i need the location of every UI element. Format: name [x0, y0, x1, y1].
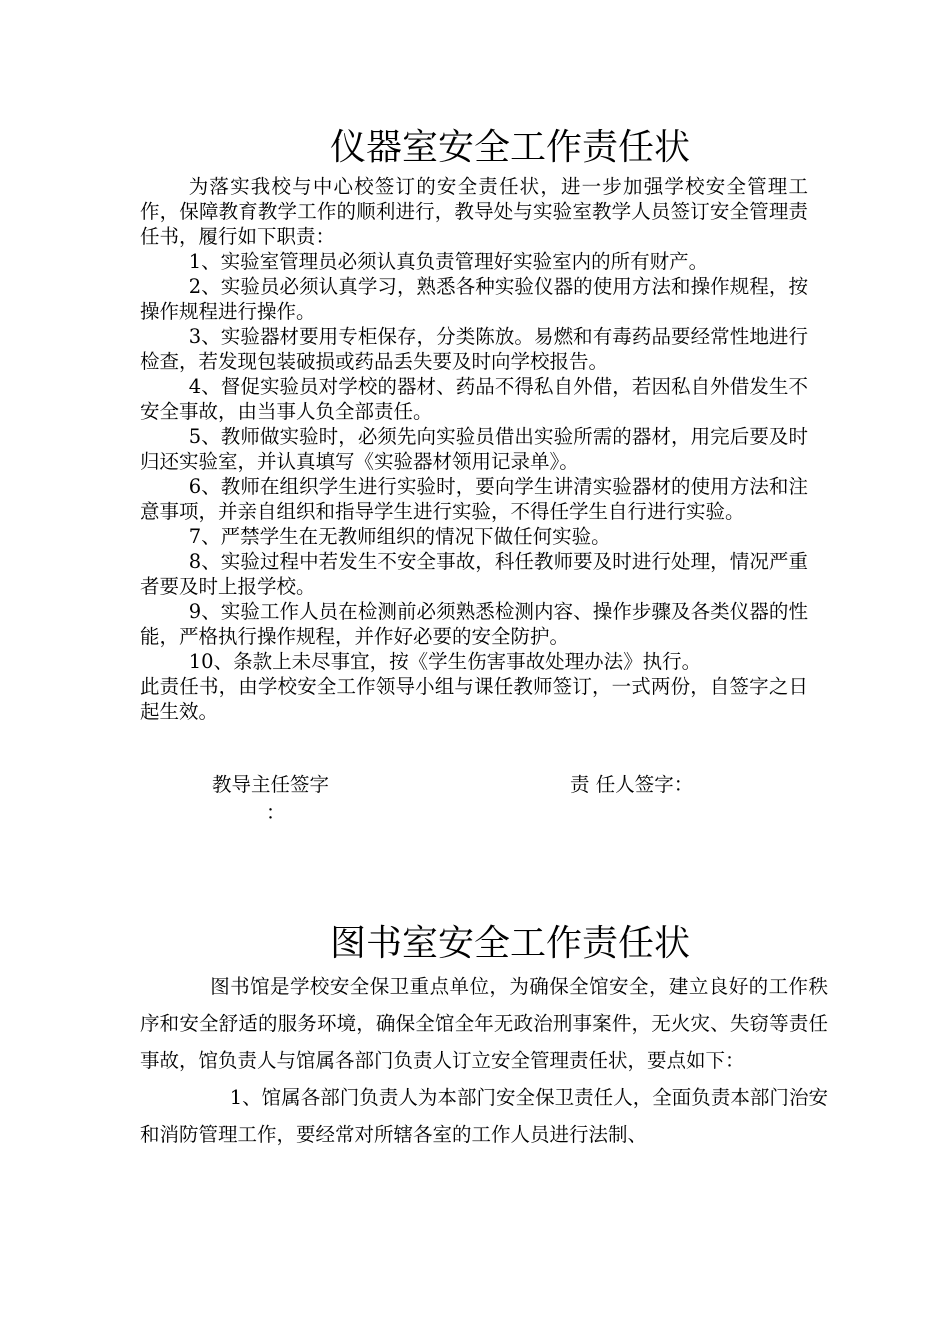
page-title-library: 图书室安全工作责任状 [329, 923, 690, 964]
clause-7: 7、严禁学生在无教师组织的情况下做任何实验。 [188, 525, 611, 548]
closing-paragraph: 此责任书，由学校安全工作领导小组与课任教师签订，一式两份，自签字之日起生效。 [140, 675, 808, 723]
clause-8: 8、实验过程中若发生不安全事故，科任教师要及时进行处理，情况严重者要及时上报学校。 [140, 550, 808, 598]
responsible-person-signature-label: 责 任人签字： [570, 773, 694, 796]
director-signature-colon: ： [266, 801, 286, 824]
clause-10: 10、条款上未尽事宜，按《学生伤害事故处理办法》执行。 [188, 650, 702, 673]
clause-2: 2、实验员必须认真学习，熟悉各种实验仪器的使用方法和操作规程，按操作规程进行操作。 [140, 275, 808, 323]
library-body [140, 968, 828, 1153]
clause-4: 4、督促实验员对学校的器材、药品不得私自外借，若因私自外借发生不安全事故，由当事人负全部责任。 [140, 375, 808, 423]
clause-6: 6、教师在组织学生进行实验时，要向学生讲清实验器材的使用方法和注意事项，并亲自组织和指导学生进行实验，不得任学生自行进行实验。 [140, 475, 808, 523]
director-signature-label: 教导主任签字 [212, 773, 330, 796]
clause-3: 3、实验器材要用专柜保存，分类陈放。易燃和有毒药品要经常性地进行检查，若发现包装破损或药品丢失要及时向学校报告。 [140, 325, 808, 373]
clause-1: 1、实验室管理员必须认真负责管理好实验室内的所有财产。 [188, 250, 709, 273]
intro-paragraph: 为落实我校与中心校签订的安全责任状，进一步加强学校安全管理工作，保障教育教学工作的顺利进行，教导处与实验室教学人员签订安全管理责任书，履行如下职责： [140, 175, 808, 248]
instrument-room-body [140, 174, 808, 724]
clause-9: 9、实验工作人员在检测前必须熟悉检测内容、操作步骤及各类仪器的性能，严格执行操作规程，并作好必要的安全防护。 [140, 600, 808, 648]
library-intro-paragraph: 图书馆是学校安全保卫重点单位，为确保全馆安全，建立良好的工作秩序和安全舒适的服务环境，确保全馆全年无政治刑事案件，无火灾、失窃等责任事故，馆负责人与馆属各部门负责人订立安全管理责任状，要点如下： [140, 975, 828, 1072]
page-title-instrument-room: 仪器室安全工作责任状 [329, 127, 690, 168]
clause-5: 5、教师做实验时，必须先向实验员借出实验所需的器材，用完后要及时归还实验室，并认真填写《实验器材领用记录单》。 [140, 425, 808, 473]
library-clause-1: 1、馆属各部门负责人为本部门安全保卫责任人，全面负责本部门治安和消防管理工作，要经常对所辖各室的工作人员进行法制、 [140, 1086, 828, 1146]
